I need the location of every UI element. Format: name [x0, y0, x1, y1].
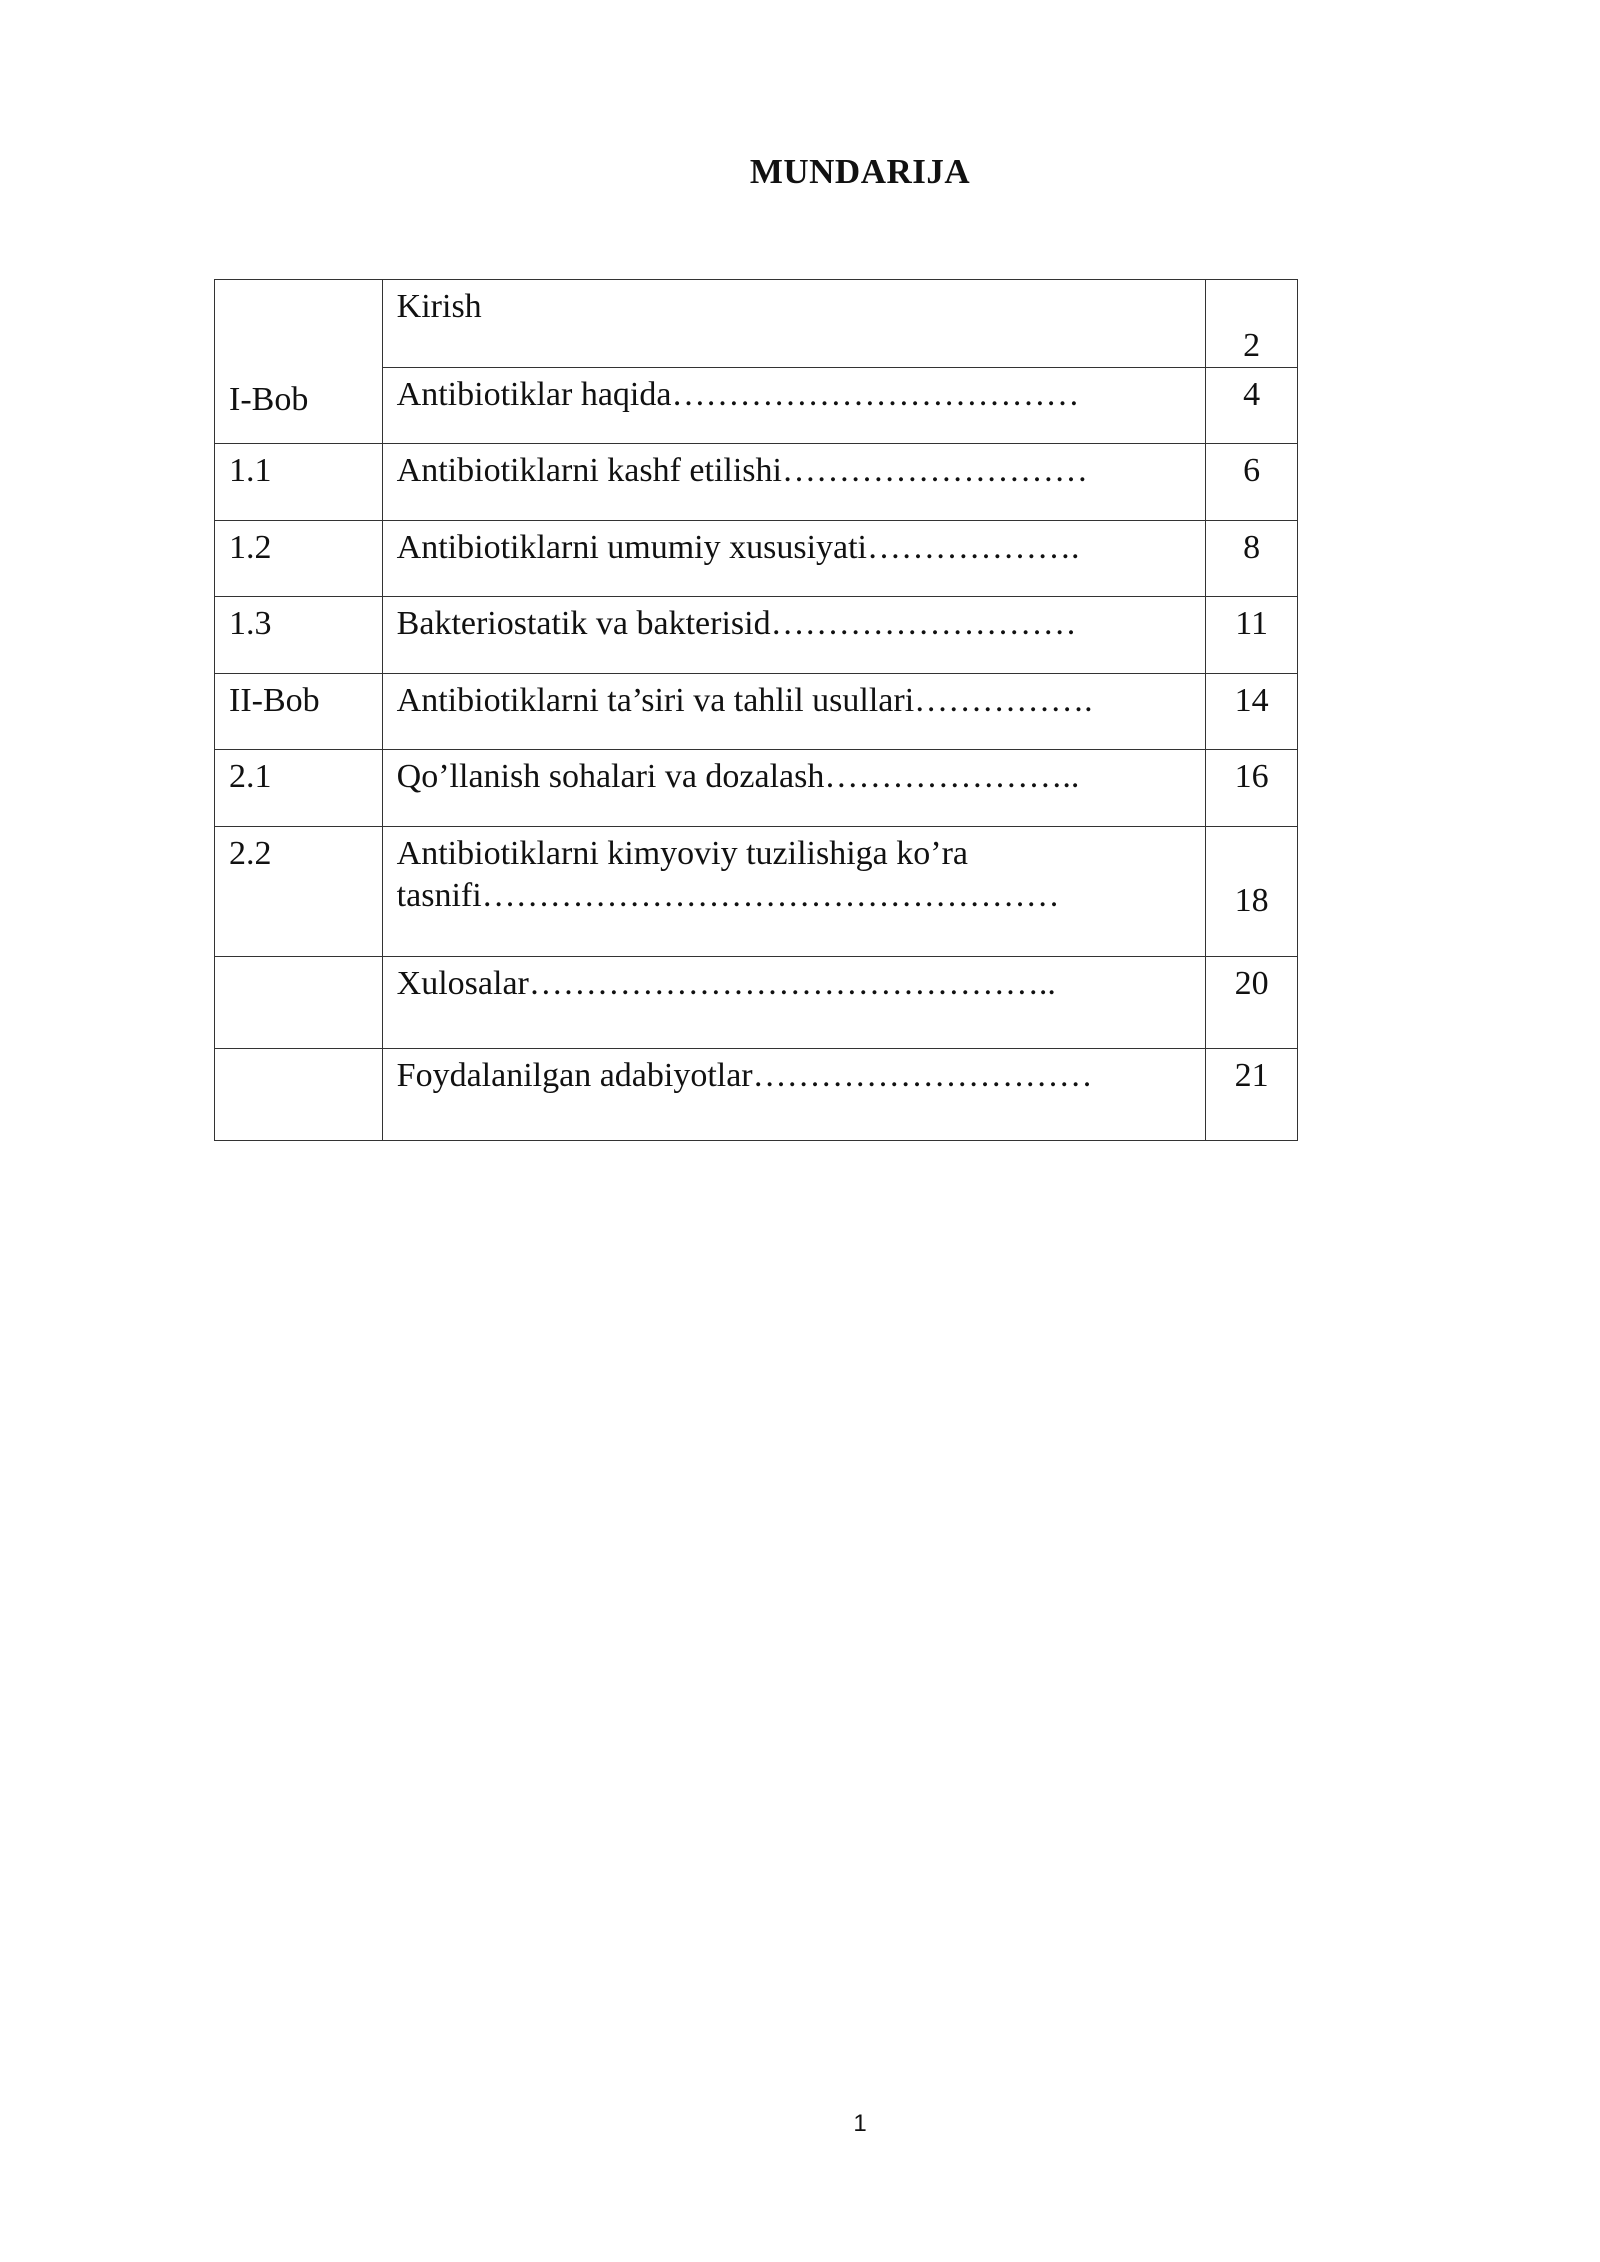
table-row	[215, 674, 1298, 750]
toc-entry-title: Qo’llanish sohalari va dozalash…………………..	[382, 750, 1206, 827]
toc-page-number: 4	[1206, 368, 1298, 444]
table-row	[215, 444, 1298, 521]
toc-section-number: 2.2	[215, 827, 383, 957]
toc-entry-title: Antibiotiklar haqida………………………………	[382, 368, 1206, 444]
toc-section-number: 1.2	[215, 521, 383, 597]
toc-page-text: 18	[1234, 881, 1269, 919]
table-of-contents	[214, 279, 1298, 1141]
toc-section-number: II-Bob	[215, 674, 383, 750]
toc-section-number: 2.1	[215, 750, 383, 827]
toc-page-number: 11	[1206, 597, 1298, 674]
table-row	[215, 280, 1298, 368]
toc-page-number: 16	[1206, 750, 1298, 827]
table-row	[215, 827, 1298, 957]
table-row	[215, 957, 1298, 1049]
toc-page-number: 20	[1206, 957, 1298, 1049]
toc-section-number: 1.1	[215, 444, 383, 521]
table-row	[215, 750, 1298, 827]
toc-title-line: Antibiotiklarni kimyoviy tuzilishiga ko’ra	[396, 835, 968, 872]
toc-entry-title: Kirish	[382, 280, 1206, 368]
page-title: MUNDARIJA	[749, 152, 971, 191]
toc-entry-title: Bakteriostatik va bakterisid………………………	[382, 597, 1206, 674]
toc-page-number: 21	[1206, 1049, 1298, 1141]
toc-entry-title: Foydalanilgan adabiyotlar…………………………	[382, 1049, 1206, 1141]
toc-section-number	[215, 280, 383, 444]
table-row	[215, 1049, 1298, 1141]
toc-number-text: I-Bob	[229, 381, 309, 418]
toc-entry-title: Xulosalar………………………………………..	[382, 957, 1206, 1049]
toc-entry-title: Antibiotiklarni ta’siri va tahlil usullari…………….	[382, 674, 1206, 750]
toc-section-number	[215, 957, 383, 1049]
toc-section-number	[215, 1049, 383, 1141]
toc-entry-title: Antibiotiklarni umumiy xususiyati……………….	[382, 521, 1206, 597]
toc-page-number: 2	[1206, 280, 1298, 368]
toc-page-number: 6	[1206, 444, 1298, 521]
toc-section-number: 1.3	[215, 597, 383, 674]
toc-entry-title	[382, 827, 1206, 957]
toc-entry-title: Antibiotiklarni kashf etilishi………………………	[382, 444, 1206, 521]
toc-page-number	[1206, 827, 1298, 957]
page-number: 1	[853, 2110, 867, 2137]
table-row	[215, 597, 1298, 674]
table-row	[215, 521, 1298, 597]
toc-page-number: 14	[1206, 674, 1298, 750]
toc-page-number: 8	[1206, 521, 1298, 597]
toc-title-line: tasnifi……………………………………………	[396, 877, 1060, 914]
